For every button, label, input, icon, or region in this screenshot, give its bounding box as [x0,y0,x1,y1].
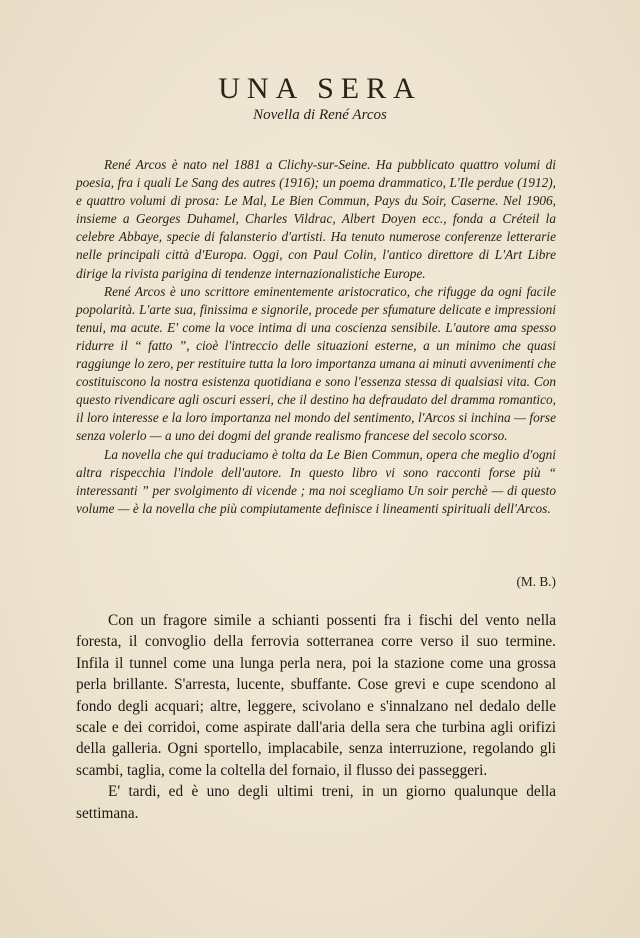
story-text [76,610,556,824]
editorial-intro [76,156,556,518]
page-title: UNA SERA [218,72,422,105]
story-paragraph: Con un fragore simile a schianti possenti fra i fischi del vento nella foresta, il convoglio della ferrovia sotterranea corre verso il suo termine. Infila il tunnel come una lunga perla nera, poi la stazione come una grossa perla brillante. S'arresta, lucente, sbuffante. Cose grevi e cupe scendono al fondo degli acquari; altre, leggere, scivolano e s'innalzano nel dedalo delle scale e dei corridoi, come aspirate dall'aria della sera che turbina agli orifizi della galleria. Ogni sportello, implacabile, senza interruzione, regolando gli scambi, taglia, come la coltella del fornaio, il flusso dei passeggeri. [76,612,556,779]
intro-paragraph: René Arcos è uno scrittore eminentemente aristocratico, che rifugge da ogni facile popolarità. L'arte sua, finissima e signorile, procede per sfumature delicate e impressioni tenui, ma acute. E' come la voce intima di una coscienza sensibile. L'autore ama spesso ridurre il “ fatto ”, cioè l'intreccio delle situazioni esterne, a un minimo che quasi raggiunge lo zero, per restituire tutta la loro importanza umana ai minuti avvenimenti che costituiscono la nostra esistenza quotidiana e sono l'essenza stessa di qualsiasi vita. Con questo rivendicare agli oscuri esseri, che il destino ha defraudato del dramma romantico, il loro interesse e la loro importanza nel mondo del sentimento, l'Arcos si inchina — forse senza volerlo — a uno dei dogmi del grande realismo francese del secolo scorso. [76,283,556,444]
intro-paragraph: René Arcos è nato nel 1881 a Clichy-sur-Seine. Ha pubblicato quattro volumi di poesia, fra i quali Le Sang des autres (1916); un poema drammatico, L'Ile perdue (1912), e quattro volumi di prosa: Le Mal, Le Bien Commun, Pays du Soir, Caserne. Nel 1906, insieme a Georges Duhamel, Charles Vildrac, Albert Doyen ecc., fonda a Créteil la celebre Abbaye, specie di falansterio d'artisti. Ha tenuto numerose conferenze letterarie nelle principali città d'Europa. Oggi, con Paul Colin, l'antico direttore di L'Art Libre dirige la rivista parigina di tendenze internazionalistiche Europe. [76,157,556,281]
page-subtitle: Novella di René Arcos [253,107,387,123]
intro-signature: (M. B.) [516,574,556,589]
story-paragraph: E' tardi, ed è uno degli ultimi treni, in un giorno qualunque della settimana. [76,783,556,822]
intro-paragraph: La novella che qui traduciamo è tolta da Le Bien Commun, opera che meglio d'ogni altra rispecchia l'indole dell'autore. In questo libro vi sono racconti forse più “ interessanti ” per svolgimento di vicende ; ma noi scegliamo Un soir perchè — di questo volume — è la novella che più compiutamente definisce i lineamenti spirituali dell'Arcos. [76,446,556,516]
